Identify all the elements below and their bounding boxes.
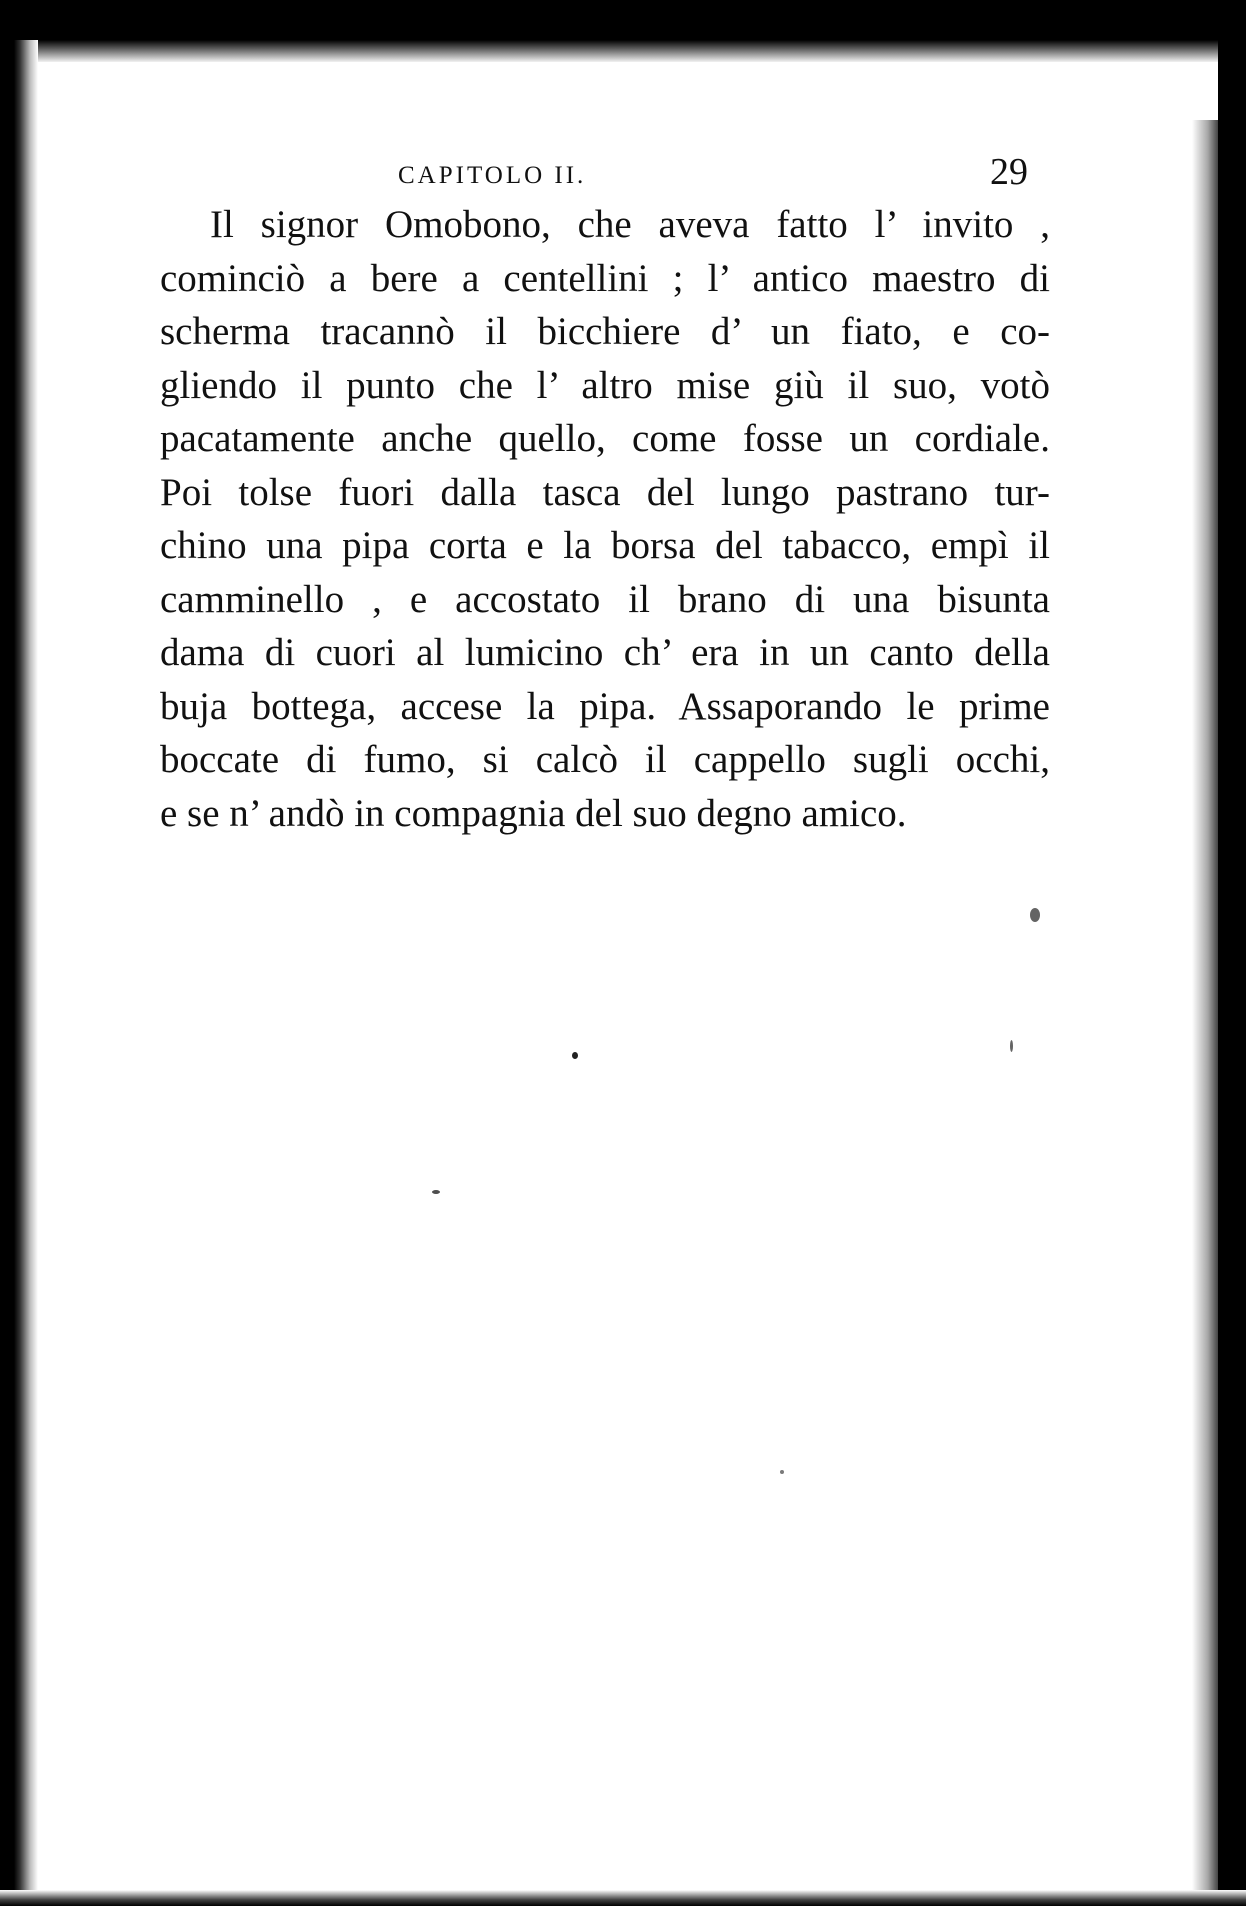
text-line: chino una pipa corta e la borsa del tabacco, empì il [160,524,1050,567]
book-page [160,150,1050,840]
body-paragraph [160,198,1050,840]
scan-speck [572,1052,578,1059]
text-line: boccate di fumo, si calcò il cappello sugli occhi, [160,738,1050,781]
text-line: scherma tracannò il bicchiere d’ un fiato, e co- [160,310,1050,353]
text-line: Il signor Omobono, che aveva fatto l’ invito , [210,203,1050,246]
text-line: e se n’ andò in compagnia del suo degno amico. [160,791,907,835]
scan-speck [1010,1040,1013,1052]
scan-speck [432,1190,440,1194]
scan-border-right [1218,0,1246,1906]
text-line: pacatamente anche quello, come fosse un cordiale. [160,417,1050,460]
text-line: camminello , e accostato il brano di una bisunta [160,577,1050,621]
scan-border-top [0,0,1246,62]
text-line: Poi tolse fuori dalla tasca del lungo pastrano tur- [160,470,1050,514]
chapter-heading: CAPITOLO II. [398,162,587,189]
scan-border-bottom [0,1890,1246,1906]
running-head [160,150,1050,196]
text-line: gliendo il punto che l’ altro mise giù il suo, votò [160,363,1050,407]
page-number: 29 [990,151,1028,193]
scan-speck [780,1470,784,1474]
text-line: buja bottega, accese la pipa. Assaporando le prime [160,684,1050,728]
scan-shadow-right [1192,120,1218,1906]
text-line: dama di cuori al lumicino ch’ era in un canto della [160,631,1050,674]
scan-speck [1030,908,1040,922]
text-line: cominciò a bere a centellini ; l’ antico maestro di [160,256,1050,300]
scan-border-left [0,40,38,1906]
